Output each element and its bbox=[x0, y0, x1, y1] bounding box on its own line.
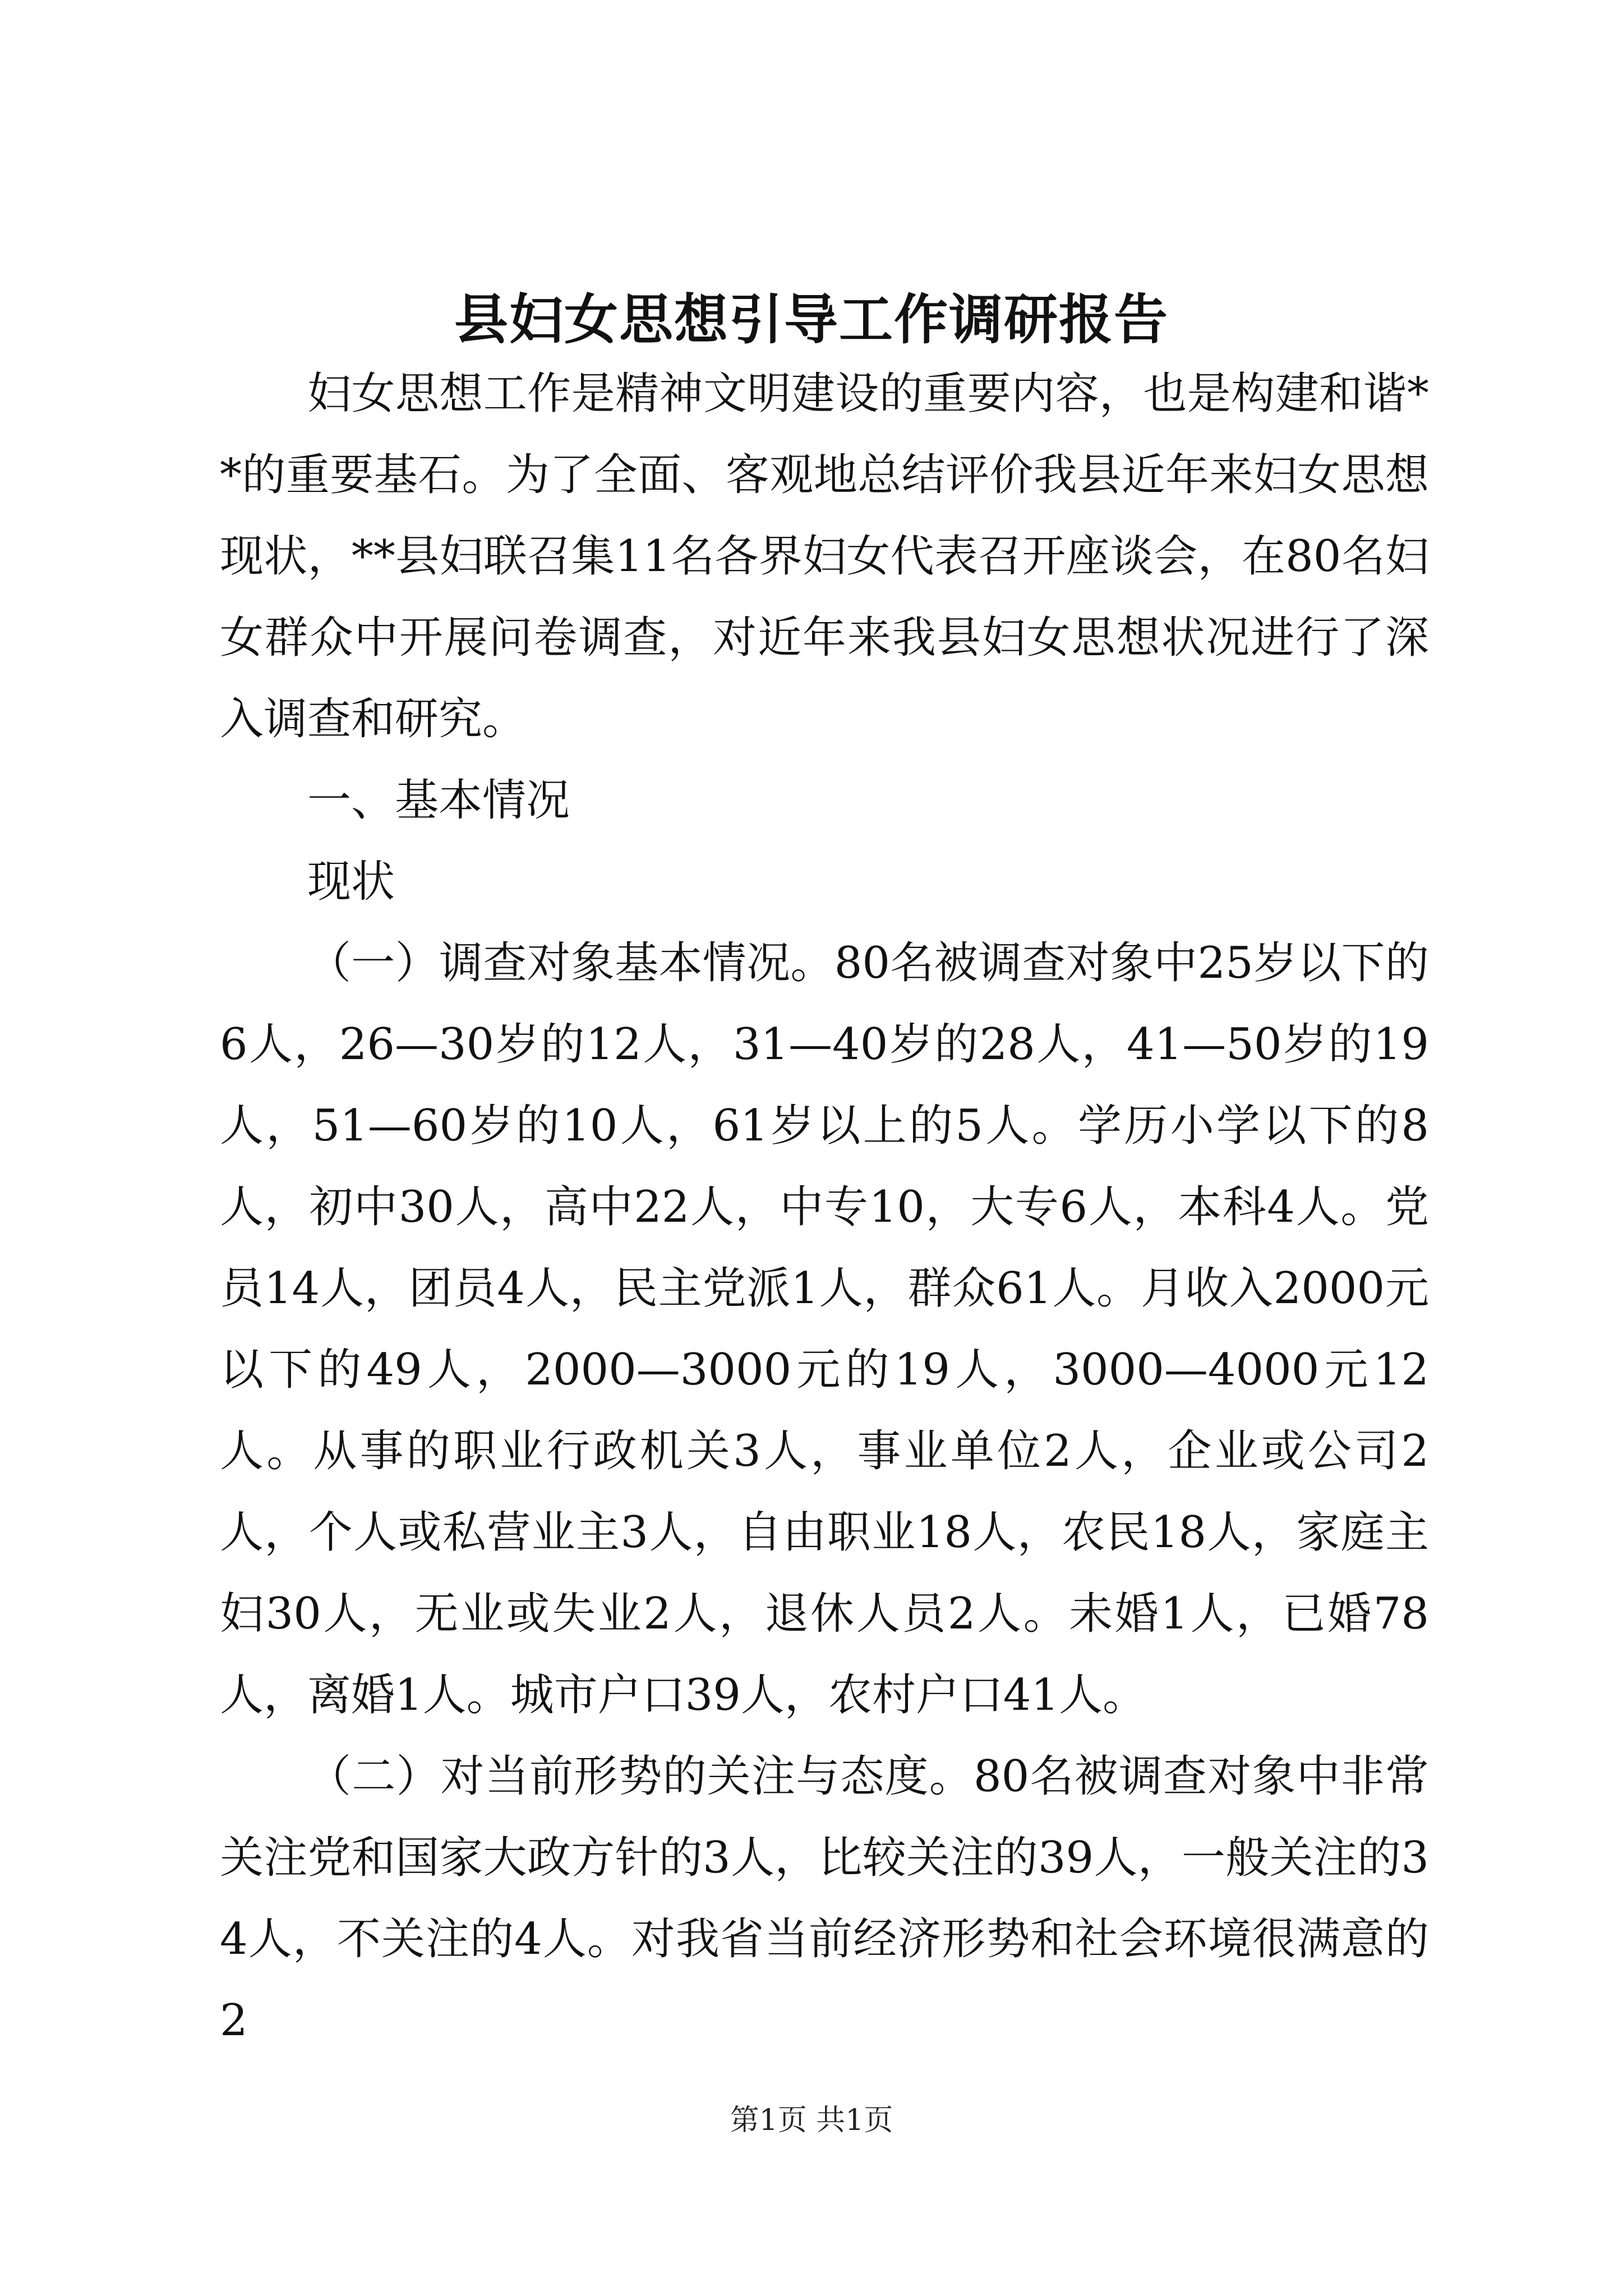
section-heading-basic-situation: 一、基本情况 bbox=[307, 775, 570, 826]
intro-paragraph: 妇女思想工作是精神文明建设的重要内容，也是构建和谐**的重要基石。为了全面、客观地总结评价我县近年来妇女思想现状，**县妇联召集11名各界妇女代表召开座谈会，在80名妇女群众中开展问卷调查，对近年来我县妇女思想状况进行了深入调查和研究。 bbox=[220, 369, 1429, 744]
survey-subjects-paragraph: （一）调查对象基本情况。80名被调查对象中25岁以下的6人，26—30岁的12人，31—40岁的28人，41—50岁的19人，51—60岁的10人，61岁以上的5人。学历小学以下的8人，初中30人，高中22人，中专10，大专6人，本科4人。党员14人，团员4人，民主党派1人，群众61人。月收入2000元以下的49人，2000—3000元的19人，3000—4000元12人。从事的职业行政机关3人，事业单位2人，企业或公司2人，个人或私营业主3人，自由职业18人，农民18人，家庭主妇30人，无业或失业2人，退休人员2人。未婚1人，已婚78人，离婚1人。城市户口39人，农村户口41人。 bbox=[220, 938, 1429, 1720]
status-label: 现状 bbox=[307, 857, 395, 907]
document-body bbox=[220, 353, 1429, 2062]
current-situation-attitude-paragraph: （二）对当前形势的关注与态度。80名被调查对象中非常关注党和国家大政方针的3人，比较关注的39人，一般关注的34人，不关注的4人。对我省当前经济形势和社会环境很满意的2 bbox=[220, 1751, 1429, 2046]
document-title: 县妇女思想引导工作调研报告 bbox=[454, 288, 1169, 351]
page-number-footer: 第1页 共1页 bbox=[730, 2104, 893, 2137]
